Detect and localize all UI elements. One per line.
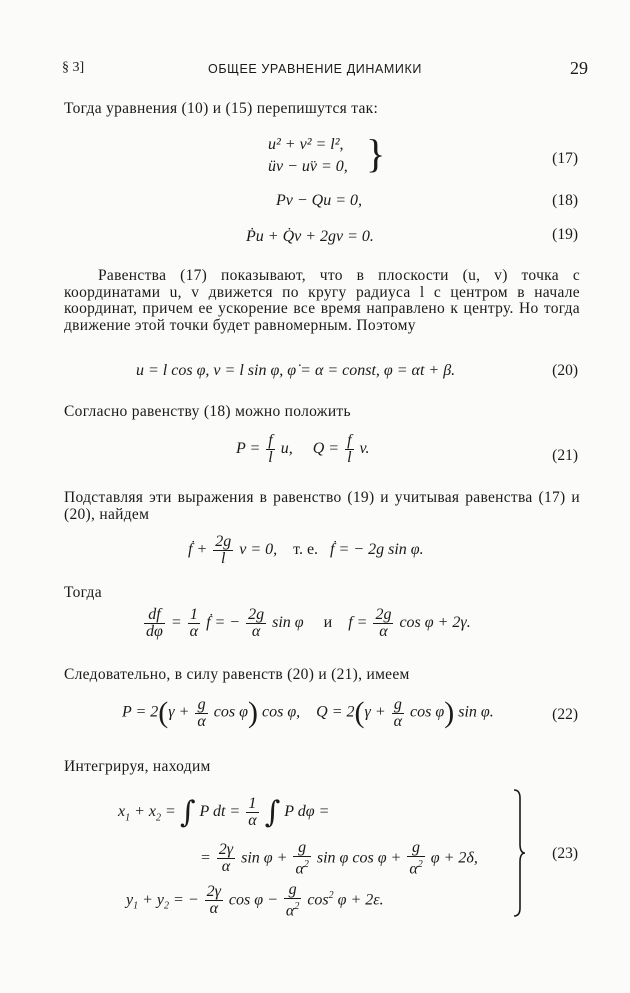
equation-18: Pv − Qu = 0, [276,192,363,209]
running-title: ОБЩЕЕ УРАВНЕНИЕ ДИНАМИКИ [208,62,422,76]
paragraph-hence: Следовательно, в силу равенств (20) и (21), имеем [64,666,410,683]
section-marker: § 3] [62,60,85,75]
brace-17: } [366,131,386,176]
equation-number-18: (18) [552,192,578,209]
equation-number-19: (19) [552,226,578,243]
equation-22: P = 2(γ + $\frac{g}{\alpha}$ cos φ) cos φ, Q = 2(γ + $\frac{g}{\alpha}$ cos φ) sin φ. [122,695,494,730]
equation-number-17: (17) [552,150,578,167]
equation-number-22: (22) [552,706,578,723]
equation-number-21: (21) [552,447,578,464]
equation-df-dphi: $\frac{df}{d\varphi}$ = $\frac{1}{\alpha}$ ḟ = − $\frac{2g}{\alpha}$ sin φ и f = $\frac{2g}{\alpha}$ cos φ + 2γ. [146,606,471,640]
paragraph-motion: Равенства (17) показывают, что в плоскости (u, v) точка с координатами u, v движется по кругу радиуса l с центром в начале координат, причем ее ускорение все время направлено к центру. Но тогда движение этой точки будет равномерным. Поэтому [64,267,580,334]
equation-number-20: (20) [552,362,578,379]
page-number: 29 [570,58,588,78]
equation-23-line1: $x_1 + x_2$ = ∫ P dt = $\frac{1}{\alpha}$ ∫ P dφ = [118,795,330,830]
equation-23-line2: = $\frac{2\gamma}{\alpha}$ sin φ + $\frac{g}{\alpha^2}$ sin φ cos φ + $\frac{g}{\alpha^2}$ φ + 2δ, [200,839,478,878]
paragraph-substitute: Подставляя эти выражения в равенство (19) и учитывая равенства (17) и (20), найдем [64,489,580,523]
equation-23-line3: $y_1 + y_2$ = − $\frac{2\gamma}{\alpha}$ cos φ − $\frac{g}{\alpha^2}$ $\cos^2 \varphi + 2\varepsilon$. [126,881,384,920]
paragraph-set: Согласно равенству (18) можно положить [64,403,351,420]
brace-23 [512,788,526,918]
equation-number-23: (23) [552,845,578,862]
equation-fdot: ḟ + $\frac{2g}{l}$ v = 0, т. е. ḟ = − 2g sin φ. [188,533,424,567]
paragraph-then: Тогда [64,584,102,601]
equation-20: u = l cos φ, v = l sin φ, φ̇ = α = const, φ = αt + β. [136,362,456,379]
equation-17-line1: u² + v² = l², [268,136,344,153]
equation-19: Ṗu + Q̇v + 2gv = 0. [246,228,374,245]
paragraph-integrating: Интегрируя, находим [64,758,211,775]
equation-21: P = $\frac{f}{l}$ u, Q = $\frac{f}{l}$ v. [236,432,370,466]
equation-17-line2: üv − uv̈ = 0, [268,158,348,175]
paragraph-intro: Тогда уравнения (10) и (15) перепишутся так: [64,100,379,117]
